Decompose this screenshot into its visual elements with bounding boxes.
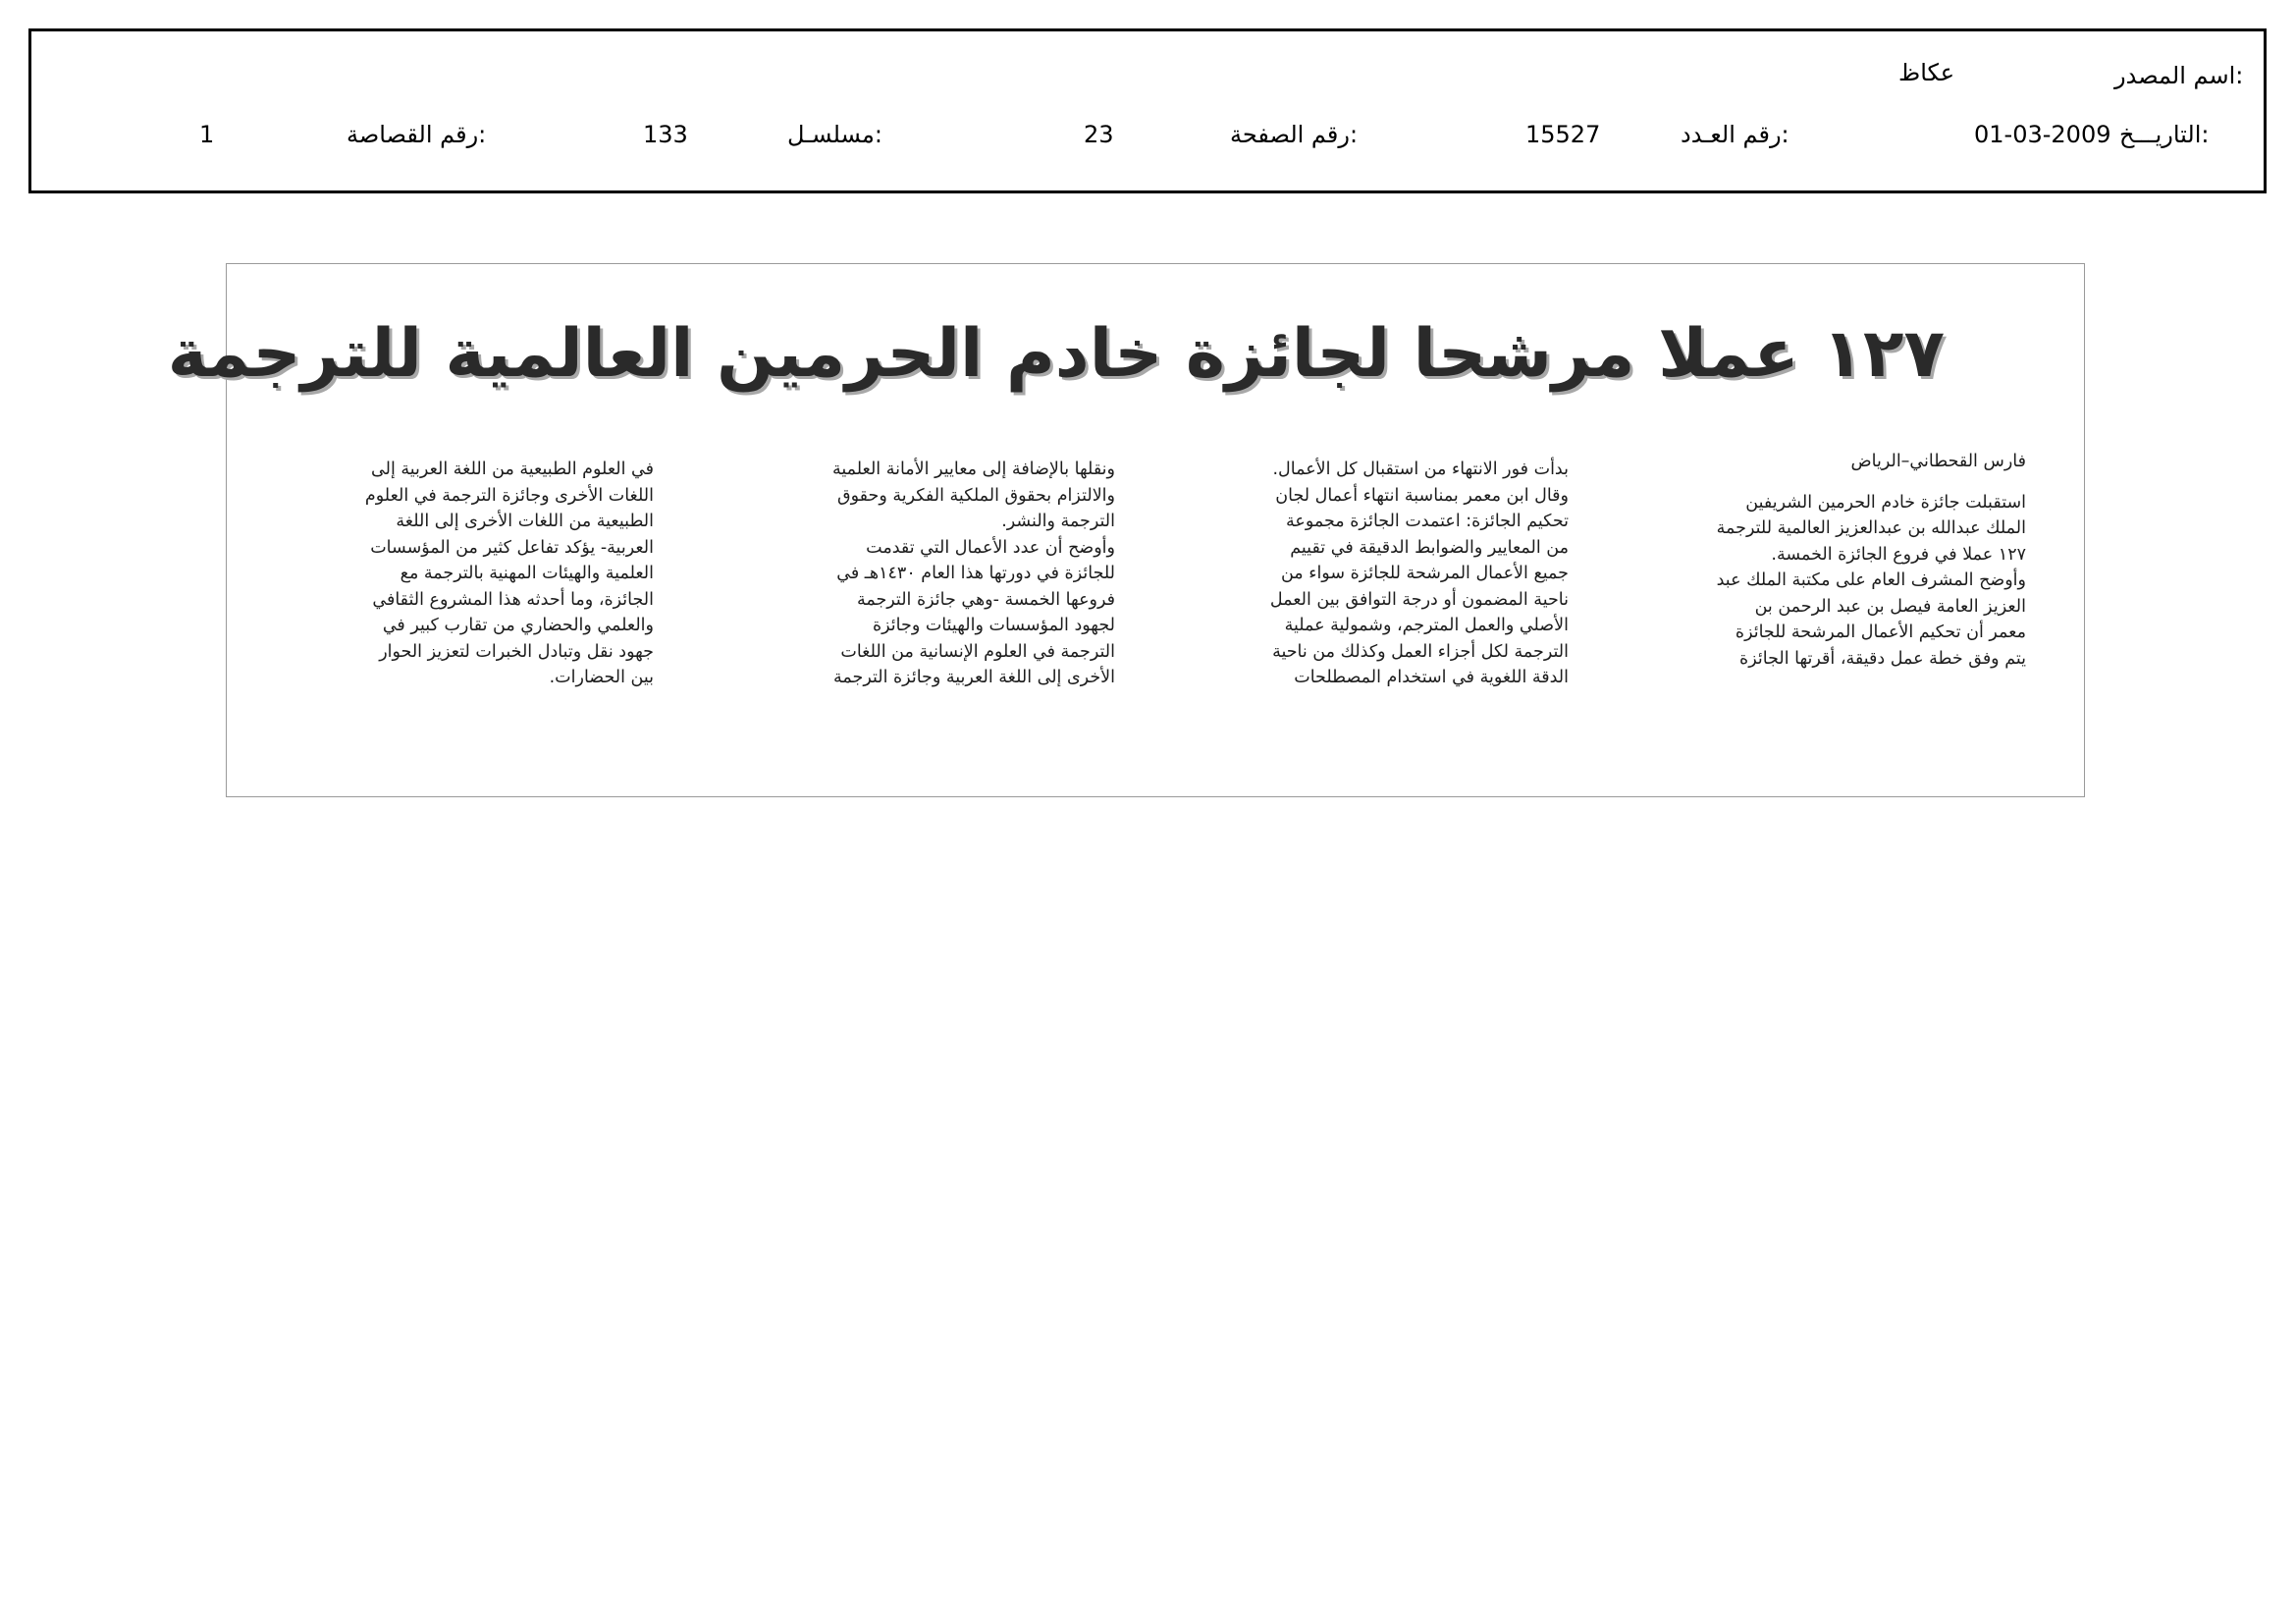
column-line: بين الحضارات. <box>549 668 654 687</box>
article-column-1 <box>1638 449 2026 672</box>
column-line: لجهود المؤسسات والهيئات وجائزة <box>872 616 1115 635</box>
clip-label: رقم القصاصة: <box>347 121 487 148</box>
article-byline: فارس القحطاني–الرياض <box>1850 452 2026 471</box>
column-line: تحكيم الجائزة: اعتمدت الجائزة مجموعة <box>1286 512 1569 531</box>
issue-value: 15527 <box>1525 121 1601 148</box>
column-line: العربية- يؤكد تفاعل كثير من المؤسسات <box>370 537 654 558</box>
column-line: الترجمة والنشر. <box>1001 512 1115 531</box>
date-value: 01-03-2009 <box>1974 121 2111 148</box>
column-line: جميع الأعمال المرشحة للجائزة سواء من <box>1280 564 1569 583</box>
column-line: بدأت فور الانتهاء من استقبال كل الأعمال. <box>1272 460 1569 479</box>
page-value: 23 <box>1084 121 1114 148</box>
issue-label: رقم العـدد: <box>1681 121 1789 148</box>
source-label: اسم المصدر: <box>2114 62 2244 89</box>
column-line: الأصلي والعمل المترجم، وشمولية عملية <box>1284 616 1569 635</box>
newspaper-clipping <box>167 263 2085 797</box>
column-line: ناحية المضمون أو درجة التوافق بين العمل <box>1269 589 1569 610</box>
column-line: اللغات الأخرى وجائزة الترجمة في العلوم <box>364 485 654 506</box>
column-line: الترجمة لكل أجزاء العمل وكذلك من ناحية <box>1272 641 1569 662</box>
column-line: الطبيعية من اللغات الأخرى إلى اللغة <box>396 512 654 531</box>
page-label: رقم الصفحة: <box>1230 121 1359 148</box>
article-column-4 <box>266 457 654 691</box>
clip-value: 1 <box>199 121 215 148</box>
column-line: العزيز العامة فيصل بن عبد الرحمن بن <box>1754 596 2026 617</box>
column-line: الأخرى إلى اللغة العربية وجائزة الترجمة <box>833 668 1115 687</box>
column-line: والالتزام بحقوق الملكية الفكرية وحقوق <box>837 485 1115 506</box>
column-line: الملك عبدالله بن عبدالعزيز العالمية للترجمة <box>1716 518 2026 538</box>
column-line: للجائزة في دورتها هذا العام ١٤٣٠هـ في <box>836 564 1115 583</box>
column-line: من المعايير والضوابط الدقيقة في تقييم <box>1290 537 1569 558</box>
article-column-2 <box>1181 457 1569 691</box>
column-line: والعلمي والحضاري من تقارب كبير في <box>382 616 654 635</box>
column-line: يتم وفق خطة عمل دقيقة، أقرتها الجائزة <box>1739 648 2026 669</box>
column-line: استقبلت جائزة خادم الحرمين الشريفين <box>1745 492 2026 513</box>
column-line: ١٢٧ عملا في فروع الجائزة الخمسة. <box>1771 544 2026 565</box>
serial-label: مسلسـل: <box>787 121 882 148</box>
column-line: وأوضح المشرف العام على مكتبة الملك عبد <box>1716 570 2026 590</box>
column-line: جهود نقل وتبادل الخبرات لتعزيز الحوار <box>379 641 654 662</box>
column-line: وأوضح أن عدد الأعمال التي تقدمت <box>866 537 1115 558</box>
article-headline: ١٢٧ عملا مرشحا لجائزة خادم الحرمين العالمية للترجمة <box>167 315 1945 393</box>
column-line: وقال ابن معمر بمناسبة انتهاء أعمال لجان <box>1275 485 1569 506</box>
column-line: الدقة اللغوية في استخدام المصطلحات <box>1294 668 1569 687</box>
column-line: العلمية والهيئات المهنية بالترجمة مع <box>400 564 654 583</box>
article-column-3 <box>727 457 1115 691</box>
date-label: التاريـــخ: <box>2119 121 2210 148</box>
column-line: الجائزة، وما أحدثه هذا المشروع الثقافي <box>372 589 654 610</box>
source-value: عكاظ <box>1898 59 1955 86</box>
column-line: في العلوم الطبيعية من اللغة العربية إلى <box>371 460 654 479</box>
serial-value: 133 <box>643 121 688 148</box>
clipping-metadata-box <box>28 28 2267 193</box>
column-line: ونقلها بالإضافة إلى معايير الأمانة العلمية <box>831 460 1115 479</box>
column-line: معمر أن تحكيم الأعمال المرشحة للجائزة <box>1735 623 2026 642</box>
column-line: الترجمة في العلوم الإنسانية من اللغات <box>840 641 1115 662</box>
column-line: فروعها الخمسة -وهي جائزة الترجمة <box>856 589 1115 610</box>
